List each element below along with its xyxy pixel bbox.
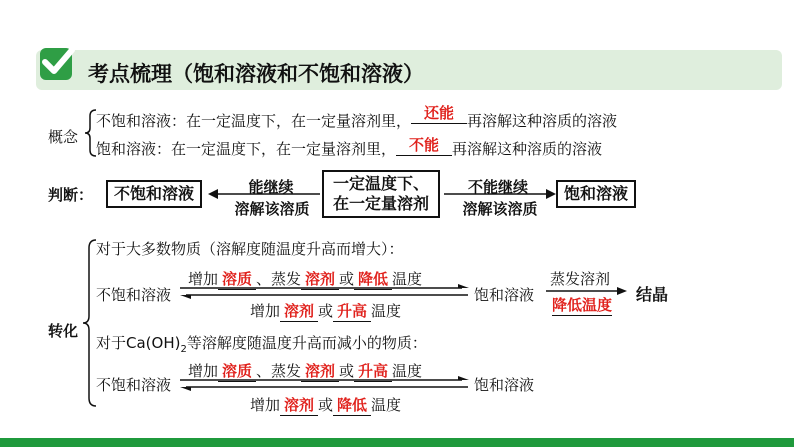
concept-label: 概念 — [48, 128, 79, 146]
reversible-arrow-icon — [180, 284, 470, 300]
concept-line-saturated: 饱和溶液：在一定温度下，在一定量溶剂里， 不能 再溶解这种溶质的溶液 — [96, 136, 603, 158]
answer-blank: 不能 — [396, 134, 452, 156]
case1-unsaturated: 不饱和溶液 — [96, 286, 172, 304]
transform-label: 转化 — [48, 322, 79, 340]
case2-unsaturated: 不饱和溶液 — [96, 376, 172, 394]
arrow-right-bottom-label: 溶解该溶质 — [462, 200, 538, 218]
box-condition: 一定温度下、 在一定量溶剂 — [322, 170, 440, 218]
arrow-left-bottom-label: 溶解该溶质 — [234, 200, 310, 218]
crystallize-method-cool: 降低温度 — [552, 296, 613, 314]
case1-saturated: 饱和溶液 — [474, 286, 535, 304]
arrow-left-top-label: 能继续 — [248, 178, 294, 196]
page-title: 考点梳理（饱和溶液和不饱和溶液） — [88, 62, 424, 86]
case2-backward-condition: 增加 溶剂 或 降低 温度 — [250, 396, 402, 414]
concept-line-unsaturated: 不饱和溶液：在一定温度下，在一定量溶剂里， 还能 再溶解这种溶质的溶液 — [96, 104, 618, 130]
crystallize-method-evaporate: 蒸发溶剂 — [550, 270, 611, 288]
reversible-arrow-icon — [180, 376, 470, 392]
judge-label: 判断： — [48, 186, 94, 204]
case1-backward-condition: 增加 溶剂 或 升高 温度 — [250, 302, 402, 320]
checkmark-icon — [38, 44, 78, 80]
case1-title: 对于大多数物质（溶解度随温度升高而增大）： — [96, 240, 404, 258]
checkmark-badge — [40, 48, 72, 80]
footer-bar — [0, 438, 794, 447]
answer-blank: 还能 — [411, 102, 467, 124]
box-saturated: 饱和溶液 — [556, 180, 636, 208]
box-unsaturated: 不饱和溶液 — [106, 180, 202, 208]
case1-forward-condition: 增加 溶质 、蒸发 溶剂 或 降低 温度 — [188, 270, 423, 288]
arrow-right-top-label: 不能继续 — [467, 178, 528, 196]
case2-title: 对于$Ca(OH)_2$等溶解度随温度升高而减小的物质： — [96, 334, 427, 355]
crystallize-result: 结晶 — [636, 285, 669, 304]
case2-saturated: 饱和溶液 — [474, 376, 535, 394]
case2-forward-condition: 增加 溶质 、蒸发 溶剂 或 升高 温度 — [188, 362, 423, 380]
